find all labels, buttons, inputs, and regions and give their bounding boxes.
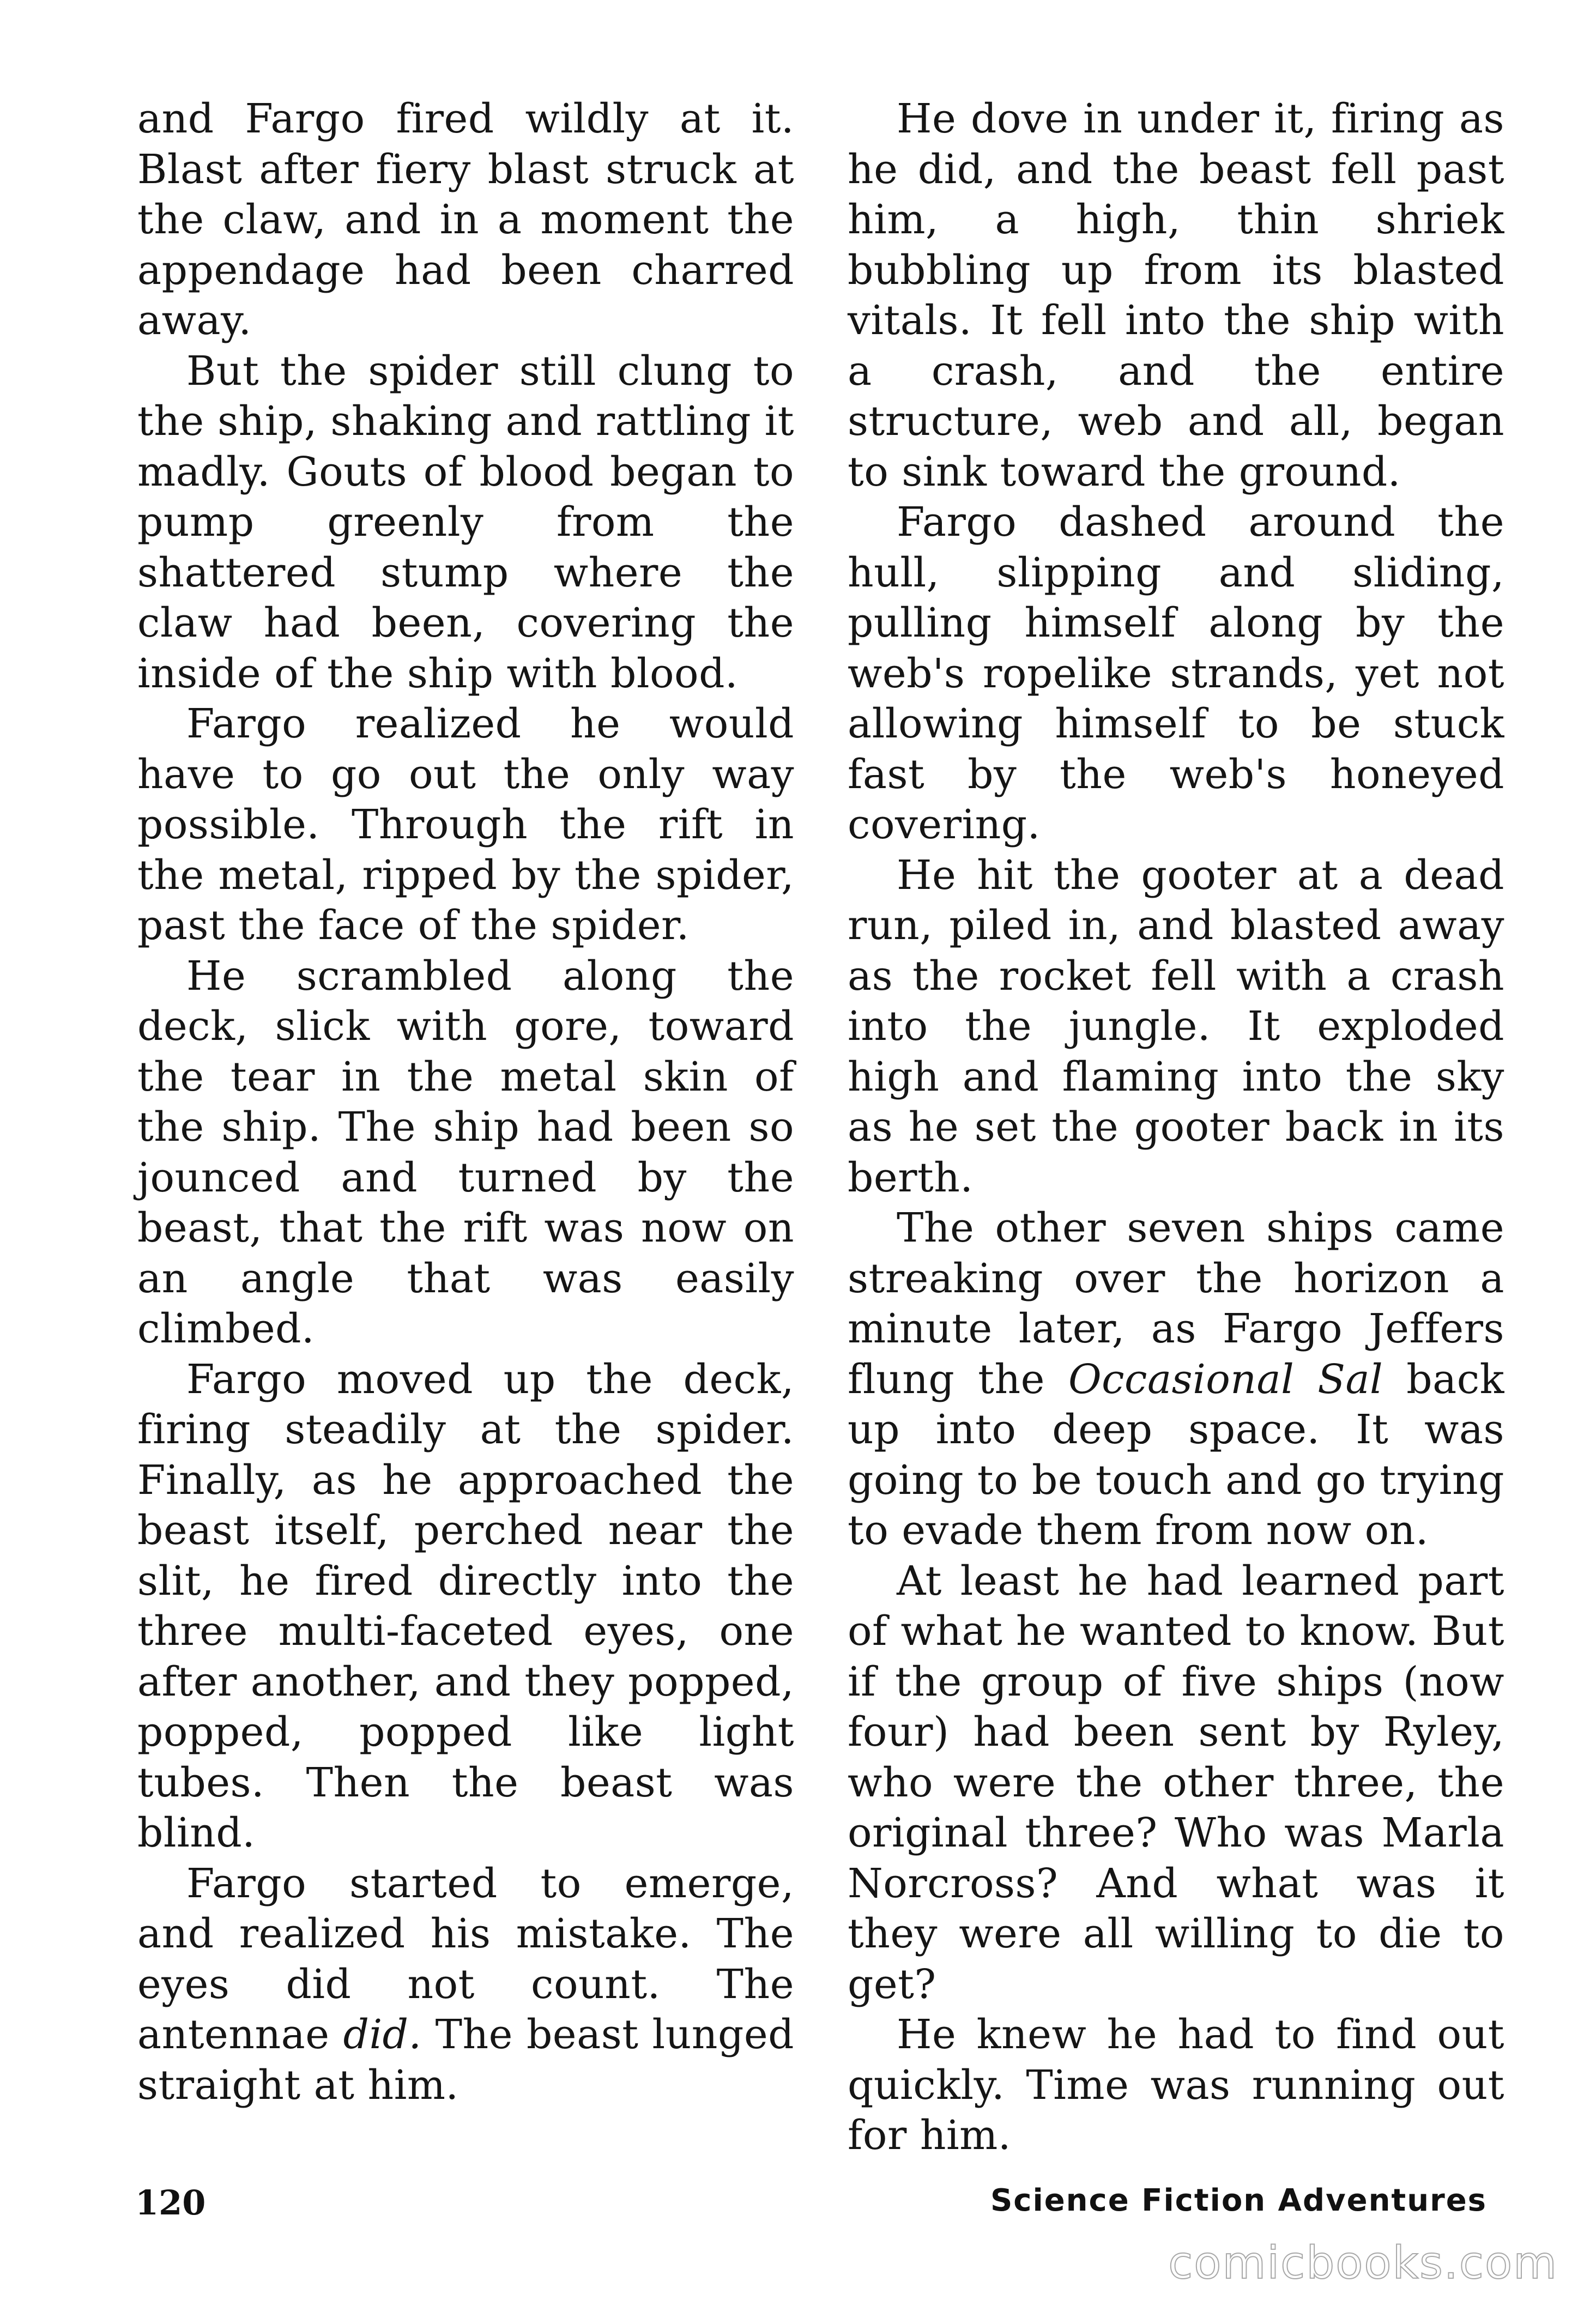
left-text-column — [137, 94, 794, 2110]
paragraph: and Fargo fired wildly at it. Blast after fiery blast struck at the claw, and in a moment the appendage had been charred away. — [137, 95, 794, 344]
page-number: 120 — [135, 2183, 206, 2223]
paragraph: Fargo dashed around the hull, slipping and sliding, pulling himself along by the web's ropelike strands, yet not allowing himself to be stuck fast by the web's honeyed covering. — [848, 499, 1504, 848]
paragraph-text: The other seven ships came streaking over the horizon a minute later, as Fargo Jeffers flung the — [848, 1205, 1504, 1403]
paragraph: He knew he had to find out quickly. Time was running out for him. — [848, 2011, 1504, 2159]
paragraph: He dove in under it, firing as he did, and the beast fell past him, a high, thin shriek bubbling up from its blasted vitals. It fell into the ship with a crash, and the entire structure, web and all, began to sink toward the ground. — [848, 95, 1504, 495]
magazine-title: Science Fiction Adventures — [990, 2183, 1487, 2218]
paragraph-text: Fargo started to emerge, and realized his mistake. The eyes did not count. The antennae — [137, 1860, 794, 2058]
paragraph — [137, 1859, 794, 2111]
paragraph: At least he had learned part of what he wanted to know. But if the group of five ships (now four) had been sent by Ryley, who were the other three, the original three? Who was Marla Norcross? And what was it they were all willing to die to get? — [848, 1557, 1504, 2008]
paragraph: He hit the gooter at a dead run, piled in, and blasted away as the rocket fell with a crash into the jungle. It exploded high and flaming into the sky as he set the gooter back in its berth. — [848, 851, 1504, 1201]
paragraph: But the spider still clung to the ship, shaking and rattling it madly. Gouts of blood began to pump greenly from the shattered stump where the claw had been, covering the inside of the ship with blood. — [137, 347, 794, 697]
paragraph-text: back up into deep space. It was going to be touch and go trying to evade them from now on. — [848, 1355, 1505, 1554]
paragraph: He scrambled along the deck, slick with gore, toward the tear in the metal skin of the ship. The ship had been so jounced and turned by the beast, that the rift was now on an angle that was easily climbed. — [137, 952, 794, 1352]
ship-name: Occasional Sal — [1068, 1355, 1383, 1403]
paragraph — [848, 1203, 1504, 1556]
right-text-column — [848, 94, 1504, 2161]
paragraph: Fargo moved up the deck, firing steadily at the spider. Finally, as he approached the beast itself, perched near the slit, he fired directly into the three multi-faceted eyes, one after another, and they popped, popped, popped like light tubes. Then the beast was blind. — [137, 1355, 794, 1856]
paragraph-text: The beast lunged straight at him. — [137, 2011, 795, 2109]
paragraph: Fargo realized he would have to go out the only way possible. Through the rift in the metal, ripped by the spider, past the face of the spider. — [137, 700, 794, 949]
watermark: comicbooks.com — [1168, 2237, 1558, 2289]
emphasized-word: did. — [343, 2011, 422, 2058]
